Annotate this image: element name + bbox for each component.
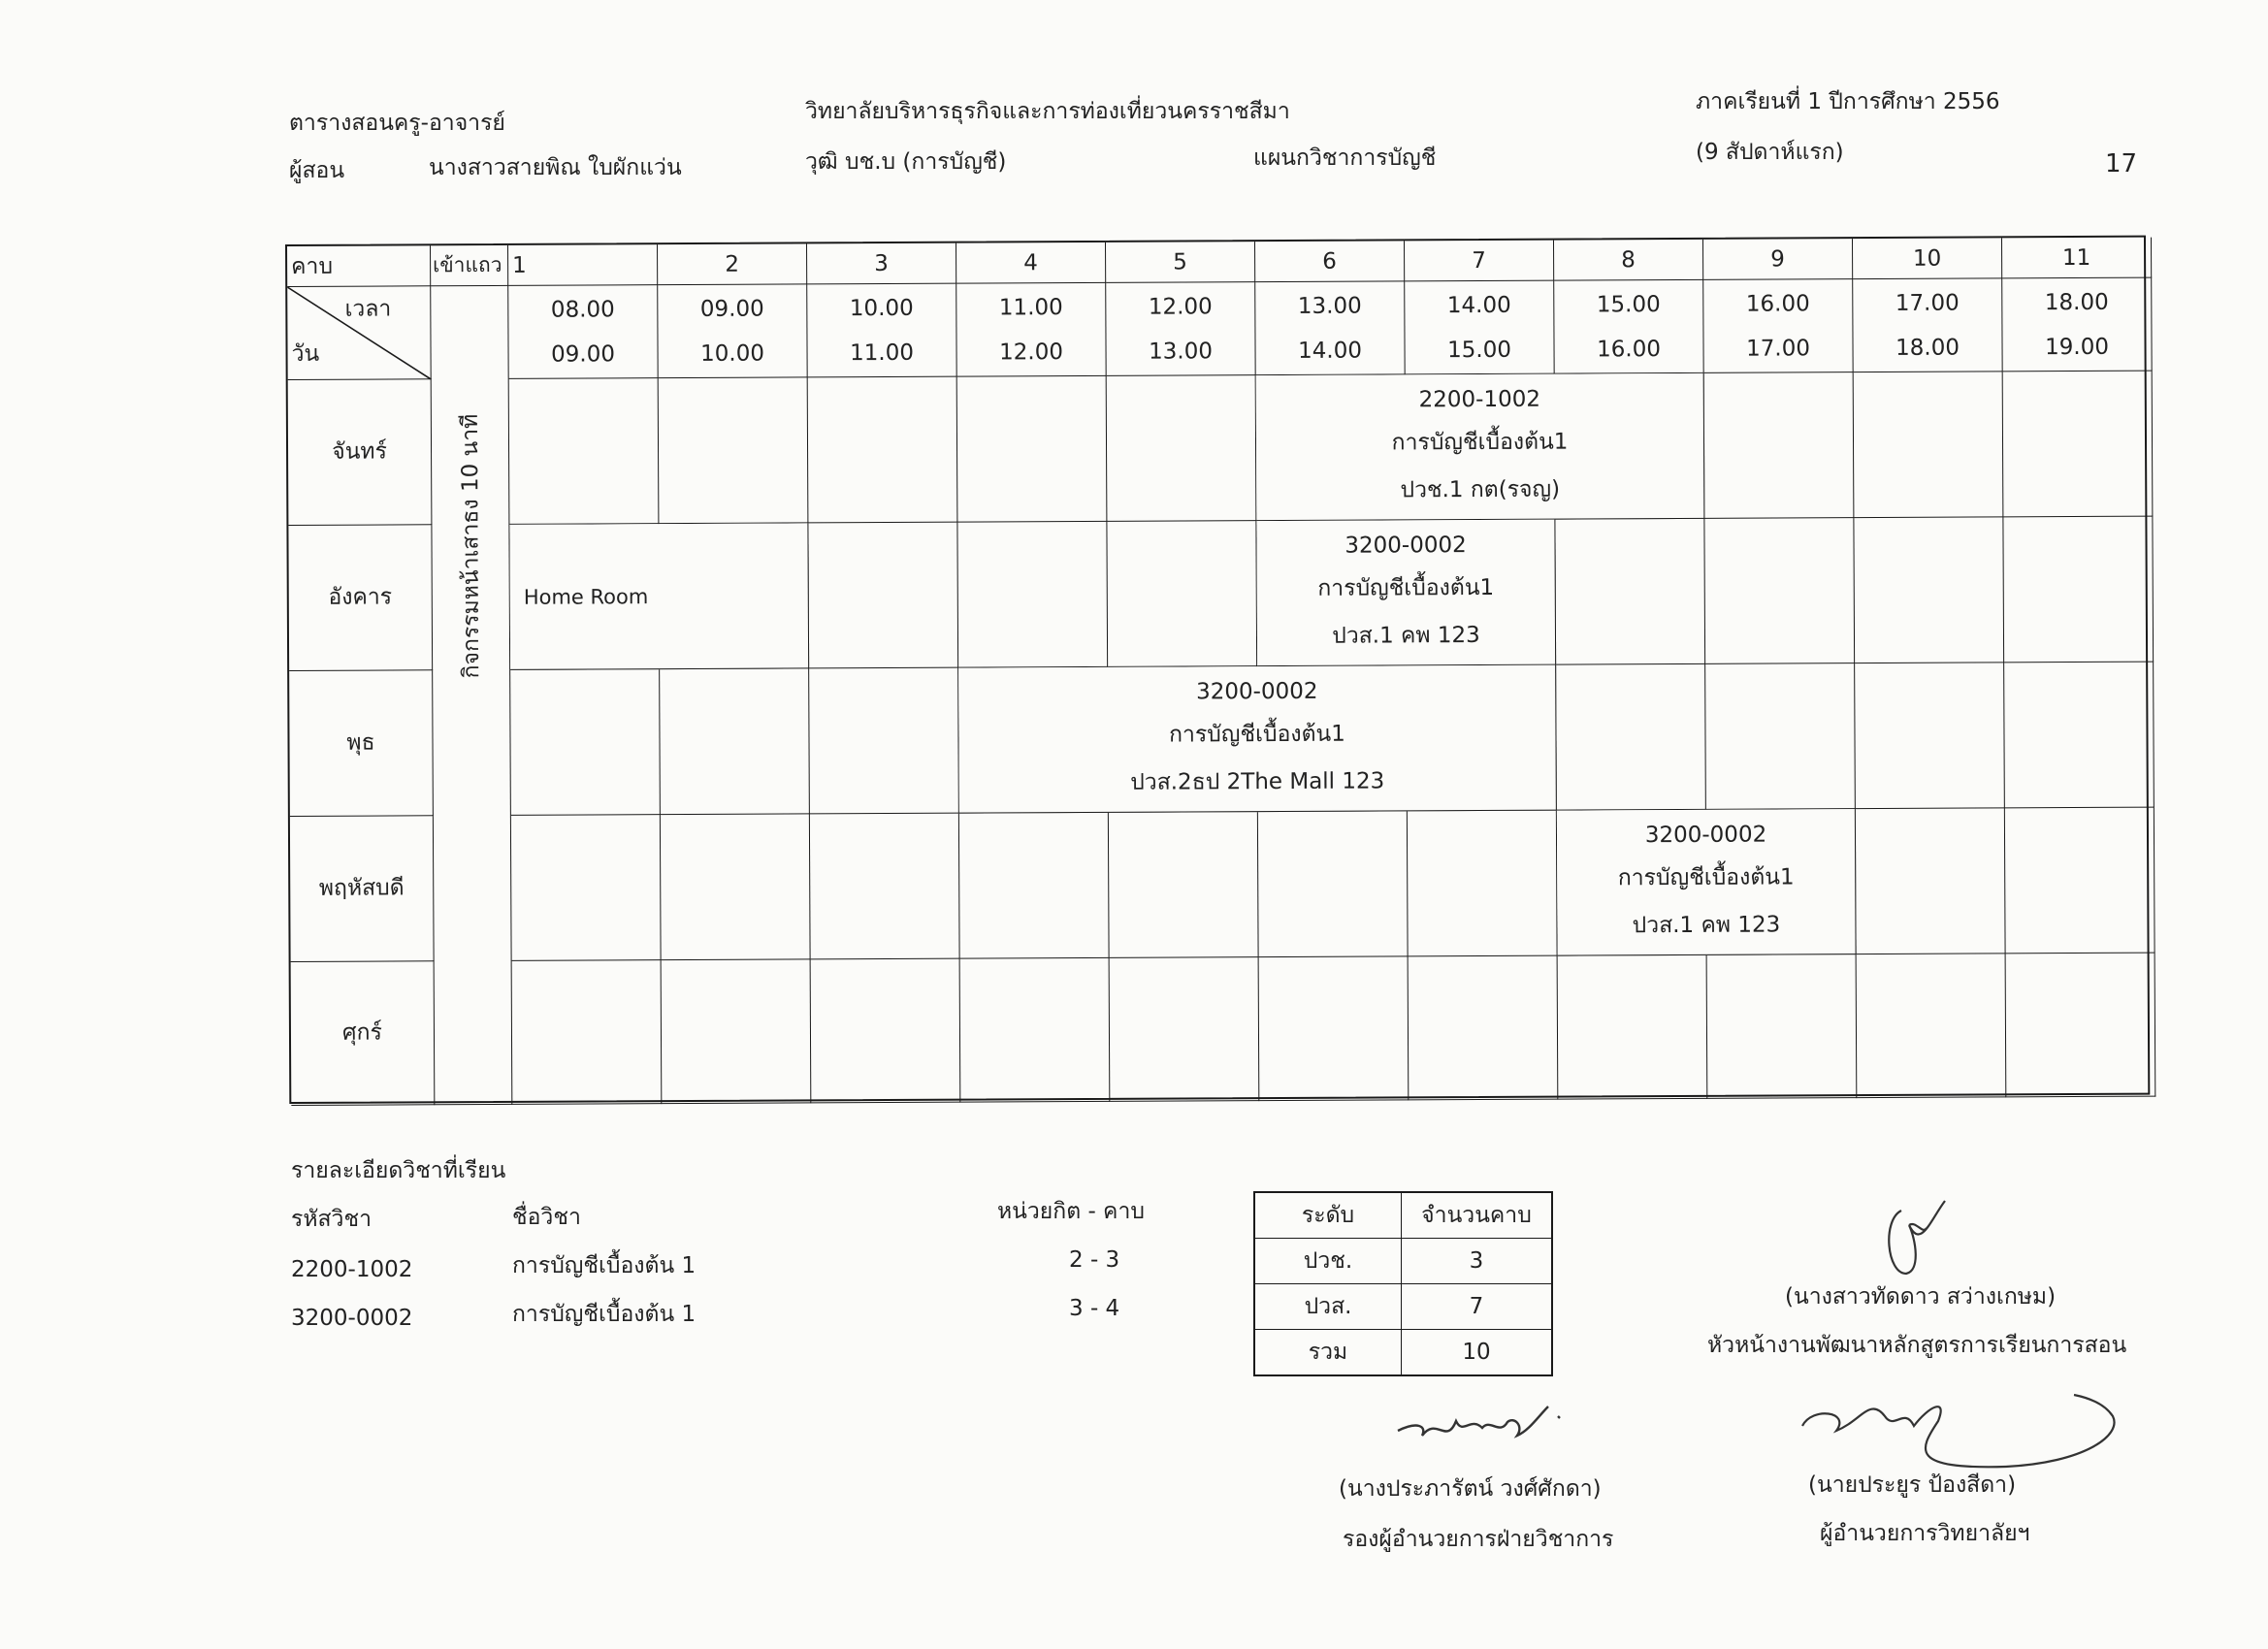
- weeks-label: (9 สัปดาห์แรก): [1696, 140, 1844, 165]
- day-cell: [289, 670, 434, 817]
- period-end-time: 15.00: [1447, 337, 1512, 364]
- schedule-slot: [809, 668, 959, 815]
- schedule-slot: [660, 668, 810, 815]
- class-block: [958, 665, 1557, 814]
- period-end-time: 19.00: [2045, 334, 2110, 361]
- head-name: (นางสาวทัดดาว สว่างเกษม): [1785, 1284, 2057, 1310]
- schedule-slot: [1409, 956, 1559, 1101]
- period-number: 11: [2061, 244, 2091, 272]
- course-name: การบัญชีเบื้องต้น1: [1617, 863, 1795, 890]
- schedule-slot: [959, 813, 1110, 959]
- schedule-slot: [1107, 521, 1257, 667]
- total-label: รวม: [1254, 1330, 1402, 1376]
- schedule-slot: [1856, 808, 2006, 954]
- count-cell: 3: [1402, 1239, 1553, 1284]
- schedule-table: [285, 236, 2150, 1104]
- schedule-slot: [2003, 517, 2154, 663]
- class-group: ปวช.1 กต(รจญ): [1400, 476, 1561, 502]
- schedule-slot: [1556, 664, 1706, 811]
- level-header: ระดับ: [1254, 1192, 1402, 1239]
- period-number: 8: [1621, 247, 1636, 274]
- assembly-header-cell: [431, 245, 508, 286]
- total-count: 10: [1402, 1330, 1553, 1376]
- homeroom-block: [509, 523, 809, 670]
- schedule-slot: [1857, 954, 2007, 1098]
- schedule-slot: [1558, 955, 1708, 1100]
- schedule-slot: [1110, 957, 1260, 1102]
- schedule-slot: [810, 814, 960, 960]
- schedule-slot: [1854, 372, 2004, 518]
- schedule-label: ตารางสอนครู-อาจารย์: [289, 111, 505, 136]
- period-number-cell: [807, 243, 956, 285]
- schedule-slot: [1107, 375, 1257, 522]
- schedule-slot: [1855, 663, 2005, 809]
- director-title: ผู้อำนวยการวิทยาลัยฯ: [1820, 1521, 2030, 1546]
- period-number: 1: [512, 252, 527, 278]
- class-block: [1256, 520, 1556, 667]
- period-end-time: 18.00: [1895, 335, 1960, 361]
- period-end-time: 13.00: [1149, 339, 1214, 365]
- period-number: 2: [725, 251, 739, 277]
- department-label: แผนกวิชาการบัญชี: [1253, 146, 1437, 171]
- time-day-corner-cell: [287, 286, 431, 380]
- detail-code-2: 3200-0002: [291, 1306, 413, 1331]
- schedule-slot: [512, 960, 663, 1105]
- period-end-time: 10.00: [700, 340, 765, 367]
- period-start-time: 10.00: [849, 295, 914, 322]
- period-number: 6: [1322, 248, 1337, 275]
- period-end-time: 11.00: [850, 340, 915, 367]
- day-name: พฤหัสบดี: [318, 875, 405, 901]
- schedule-slot: [1555, 519, 1705, 665]
- period-start-time: 14.00: [1446, 292, 1511, 319]
- level-cell: ปวช.: [1254, 1239, 1402, 1284]
- period-number: 10: [1912, 245, 1942, 272]
- period-end-time: 17.00: [1746, 336, 1811, 362]
- period-number-cell: [1853, 238, 2002, 279]
- count-cell: 7: [1402, 1284, 1553, 1330]
- day-cell: [290, 816, 435, 962]
- schedule-slot: [661, 814, 811, 960]
- period-end-time: 12.00: [999, 340, 1064, 366]
- period-number-cell: [956, 242, 1106, 284]
- schedule-slot: [808, 523, 958, 669]
- schedule-slot: [2003, 372, 2154, 518]
- period-start-time: 08.00: [550, 297, 615, 323]
- signature-head: [1863, 1181, 1969, 1288]
- schedule-slot: [1408, 811, 1558, 957]
- signature-director: [1793, 1377, 2142, 1474]
- period-time-cell: [807, 284, 956, 378]
- schedule-slot: [2005, 808, 2155, 954]
- schedule-slot: [662, 959, 812, 1104]
- director-name: (นายประยูร ป้องสีดา): [1808, 1472, 2017, 1498]
- course-name: การบัญชีเบื้องต้น1: [1317, 574, 1495, 601]
- detail-code-1: 2200-1002: [291, 1257, 413, 1282]
- time-label: เวลา: [344, 296, 392, 322]
- day-name: อังคาร: [328, 584, 393, 610]
- assembly-label: เข้าแถว: [433, 252, 502, 277]
- teacher-name: นางสาวสายพิณ ใบผักแว่น: [429, 155, 682, 180]
- schedule-slot: [511, 815, 662, 961]
- period-time-cell: [1405, 281, 1554, 375]
- class-group: ปวส.1 คพ 123: [1332, 622, 1480, 649]
- period-number-cell: [1554, 240, 1703, 281]
- page-number: 17: [2105, 149, 2138, 178]
- schedule-slot: [1707, 954, 1858, 1099]
- code-header: รหัสวิชา: [291, 1207, 372, 1232]
- period-start-time: 11.00: [998, 295, 1063, 321]
- assembly-activity-cell: [431, 286, 512, 1105]
- period-number: 3: [874, 250, 889, 277]
- day-label: วัน: [291, 340, 320, 367]
- class-group: ปวส.2ธป 2The Mall 123: [1130, 767, 1385, 795]
- period-time-cell: [1255, 281, 1405, 375]
- course-name: การบัญชีเบื้องต้น1: [1169, 721, 1345, 748]
- schedule-slot: [1854, 517, 2004, 663]
- schedule-slot: [960, 958, 1111, 1103]
- period-number-cell: [508, 244, 658, 286]
- period-number-cell: [1255, 241, 1405, 282]
- detail-credit-1: 2 - 3: [1069, 1247, 1120, 1273]
- schedule-slot: [1109, 812, 1259, 958]
- detail-name-2: การบัญชีเบื้องต้น 1: [512, 1302, 697, 1327]
- level-cell: ปวส.: [1254, 1284, 1402, 1330]
- schedule-slot: [2004, 663, 2155, 809]
- period-time-cell: [1106, 282, 1255, 376]
- schedule-slot: [1704, 518, 1855, 664]
- schedule-slot: [957, 522, 1108, 668]
- period-start-time: 09.00: [699, 296, 764, 322]
- course-code: 3200-0002: [1345, 532, 1467, 559]
- day-name: พุธ: [346, 729, 375, 756]
- period-time-cell: [1703, 279, 1853, 373]
- teacher-label: ผู้สอน: [289, 158, 345, 183]
- detail-credit-2: 3 - 4: [1069, 1296, 1120, 1321]
- course-name: การบัญชีเบื้องต้น1: [1391, 429, 1569, 455]
- homeroom-label: Home Room: [523, 584, 649, 609]
- detail-name-1: การบัญชีเบื้องต้น 1: [512, 1253, 697, 1278]
- period-start-time: 16.00: [1745, 291, 1810, 317]
- class-block: [1256, 373, 1705, 521]
- degree-label: วุฒิ บช.บ (การบัญชี): [805, 149, 1007, 175]
- credit-header: หน่วยกิต - คาบ: [997, 1199, 1145, 1224]
- signature-deputy: [1393, 1387, 1587, 1455]
- period-start-time: 18.00: [2044, 289, 2109, 316]
- period-number-cell: [1405, 241, 1554, 282]
- period-number-cell: [2002, 238, 2152, 279]
- course-code: 3200-0002: [1196, 678, 1318, 704]
- period-start-time: 15.00: [1596, 292, 1661, 318]
- deputy-title: รองผู้อำนวยการฝ่ายวิชาการ: [1343, 1527, 1614, 1552]
- period-number: 9: [1770, 246, 1785, 273]
- count-header: จำนวนคาบ: [1402, 1192, 1553, 1239]
- schedule-slot: [1704, 372, 1855, 519]
- course-code: 2200-1002: [1418, 386, 1541, 412]
- day-cell: [291, 961, 436, 1106]
- summary-table: [1253, 1191, 1553, 1376]
- semester-label: ภาคเรียนที่ 1 ปีการศึกษา 2556: [1696, 89, 2000, 114]
- schedule-slot: [1259, 956, 1409, 1101]
- period-header-cell: [287, 245, 431, 287]
- day-cell: [288, 525, 433, 671]
- period-start-time: 17.00: [1895, 290, 1960, 316]
- name-header: ชื่อวิชา: [512, 1205, 581, 1230]
- schedule-slot: [1258, 811, 1409, 957]
- day-name: จันทร์: [332, 438, 387, 465]
- period-number: 7: [1472, 247, 1486, 275]
- schedule-slot: [509, 378, 660, 525]
- period-number-cell: [1703, 239, 1853, 280]
- deputy-name: (นางประภารัตน์ วงศ์ศักดา): [1339, 1476, 1602, 1502]
- college-name: วิทยาลัยบริหารธุรกิจและการท่องเที่ยวนครราชสีมา: [805, 99, 1290, 124]
- schedule-slot: [510, 669, 661, 816]
- period-end-time: 09.00: [551, 341, 616, 368]
- assembly-activity-text: กิจกรรมหน้าเสาธง 10 นาที: [457, 413, 485, 679]
- period-time-cell: [1853, 278, 2002, 372]
- day-name: ศุกร์: [341, 1019, 382, 1046]
- period-end-time: 16.00: [1597, 337, 1662, 363]
- schedule-slot: [2006, 954, 2156, 1098]
- details-title: รายละเอียดวิชาที่เรียน: [291, 1158, 506, 1183]
- period-start-time: 12.00: [1148, 294, 1213, 320]
- schedule-slot: [957, 376, 1108, 523]
- period-number-cell: [658, 243, 807, 285]
- class-block: [1557, 809, 1857, 956]
- period-time-cell: [1554, 280, 1703, 374]
- period-time-cell: [956, 283, 1106, 377]
- course-code: 3200-0002: [1644, 822, 1767, 848]
- day-cell: [288, 379, 433, 526]
- period-number: 5: [1173, 249, 1187, 275]
- period-time-cell: [508, 285, 658, 379]
- schedule-slot: [1705, 663, 1856, 810]
- period-number: 4: [1023, 250, 1038, 276]
- period-time-cell: [2002, 278, 2152, 372]
- period-time-cell: [658, 284, 807, 378]
- schedule-slot: [811, 959, 961, 1104]
- period-start-time: 13.00: [1297, 293, 1362, 319]
- period-label: คาบ: [291, 253, 334, 279]
- period-number-cell: [1106, 242, 1255, 283]
- schedule-slot: [808, 377, 958, 524]
- class-group: ปวส.1 คพ 123: [1632, 911, 1781, 938]
- schedule-slot: [659, 377, 809, 524]
- period-end-time: 14.00: [1298, 338, 1363, 364]
- head-title: หัวหน้างานพัฒนาหลักสูตรการเรียนการสอน: [1707, 1333, 2127, 1358]
